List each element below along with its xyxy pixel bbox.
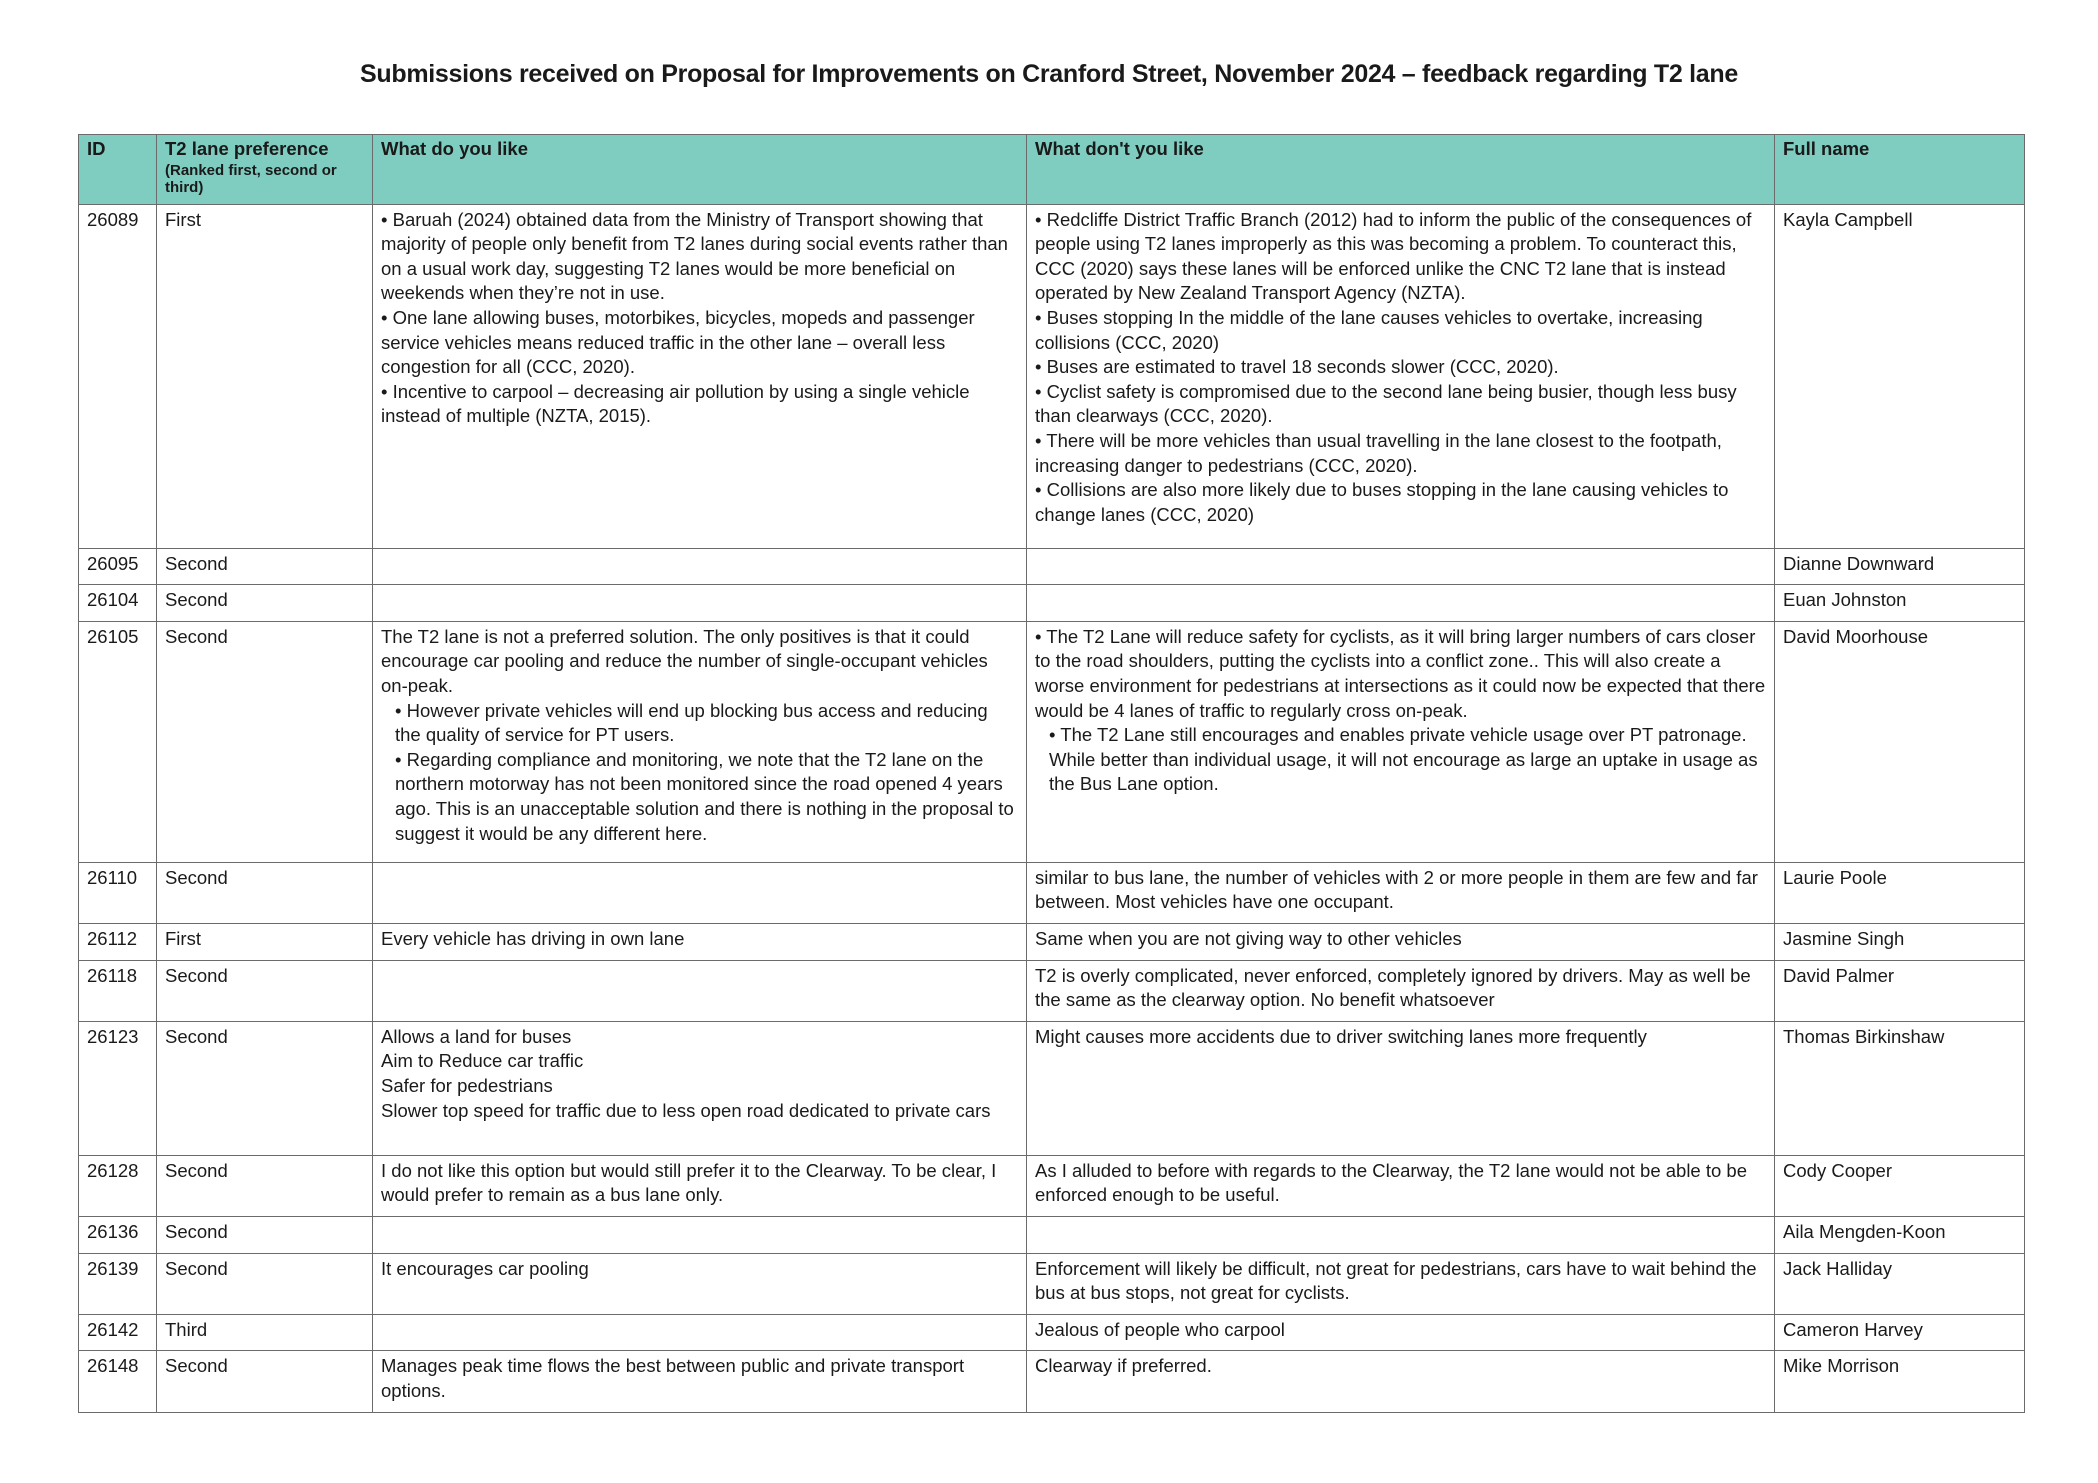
table-row: [79, 1216, 2025, 1253]
cell-like-line: • One lane allowing buses, motorbikes, bicycles, mopeds and passenger service vehicles means reduced traffic in the other lane – overall less congestion for all (CCC, 2020).: [381, 306, 975, 378]
cell-preference: Second: [157, 1216, 373, 1253]
cell-like-line: Slower top speed for traffic due to less open road dedicated to private cars: [381, 1099, 991, 1121]
cell-dislike-line: • Cyclist safety is compromised due to the second lane being busier, though less busy than clearways (CCC, 2020).: [1035, 380, 1737, 427]
table-body: [79, 204, 2025, 1412]
cell-dislike-line: Jealous of people who carpool: [1035, 1318, 1285, 1340]
cell-preference: First: [157, 204, 373, 548]
table-row: [79, 1351, 2025, 1412]
cell-dislike-line: • Buses stopping In the middle of the lane causes vehicles to overtake, increasing collisions (CCC, 2020): [1035, 306, 1703, 353]
cell-id: 26139: [79, 1253, 157, 1314]
cell-like-line: The T2 lane is not a preferred solution. The only positives is that it could encourage car pooling and reduce the number of single-occupant vehicles on-peak.: [381, 625, 988, 696]
cell-name: Jasmine Singh: [1775, 923, 2025, 960]
cell-like-line: Allows a land for buses: [381, 1025, 572, 1047]
cell-id: 26128: [79, 1155, 157, 1216]
cell-name: Dianne Downward: [1775, 548, 2025, 585]
cell-dislike: [1027, 1314, 1775, 1351]
cell-like-line: • However private vehicles will end up blocking bus access and reducing the quality of service for PT users.: [395, 699, 988, 746]
cell-like: [373, 1021, 1027, 1155]
cell-dislike: [1027, 960, 1775, 1021]
cell-name: David Palmer: [1775, 960, 2025, 1021]
cell-name: Mike Morrison: [1775, 1351, 2025, 1412]
cell-id: 26110: [79, 862, 157, 923]
table-row: [79, 1021, 2025, 1155]
cell-like-line: Aim to Reduce car traffic: [381, 1050, 584, 1072]
table-row: [79, 204, 2025, 548]
cell-name: Kayla Campbell: [1775, 204, 2025, 548]
cell-like: [373, 548, 1027, 585]
cell-dislike: [1027, 1351, 1775, 1412]
header-row: [79, 135, 2025, 205]
cell-dislike-line: • Redcliffe District Traffic Branch (2012) had to inform the public of the consequences of people using T2 lanes improperly as this was becoming a problem. To counteract this, CCC (2020) says these lanes will be enforced unlike the CNC T2 lane that is instead operated by New Zealand Transport Agency (NZTA).: [1035, 208, 1752, 304]
cell-preference: Second: [157, 585, 373, 622]
cell-id: 26095: [79, 548, 157, 585]
cell-dislike: [1027, 862, 1775, 923]
submissions-table: [78, 134, 2025, 1413]
cell-name: Jack Halliday: [1775, 1253, 2025, 1314]
cell-id: 26089: [79, 204, 157, 548]
cell-preference: Second: [157, 1253, 373, 1314]
table-row: [79, 862, 2025, 923]
table-row: [79, 548, 2025, 585]
cell-dislike-line: • The T2 Lane still encourages and enables private vehicle usage over PT patronage. While better than individual usage, it will not encourage as large an uptake in usage as the Bus Lane option.: [1049, 724, 1758, 795]
header-preference-label: T2 lane preference: [165, 138, 329, 159]
cell-preference: Second: [157, 862, 373, 923]
cell-id: 26118: [79, 960, 157, 1021]
cell-dislike-line: Same when you are not giving way to other vehicles: [1035, 927, 1462, 949]
cell-name: Euan Johnston: [1775, 585, 2025, 622]
cell-dislike-line: • Collisions are also more likely due to buses stopping in the lane causing vehicles to change lanes (CCC, 2020): [1035, 479, 1729, 525]
cell-name: Thomas Birkinshaw: [1775, 1021, 2025, 1155]
header-name: Full name: [1775, 135, 2025, 205]
cell-like: [373, 1155, 1027, 1216]
cell-like-line: I do not like this option but would still prefer it to the Clearway. To be clear, I would prefer to remain as a bus lane only.: [381, 1159, 997, 1206]
cell-like-line: • Baruah (2024) obtained data from the Ministry of Transport showing that majority of people only benefit from T2 lanes during social events rather than on a usual work day, suggesting T2 lanes would be more beneficial on weekends when they’re not in use.: [381, 208, 1008, 304]
table-row: [79, 585, 2025, 622]
header-like: What do you like: [373, 135, 1027, 205]
cell-name: Aila Mengden-Koon: [1775, 1216, 2025, 1253]
cell-preference: Third: [157, 1314, 373, 1351]
cell-name: David Moorhouse: [1775, 621, 2025, 862]
cell-dislike-line: • The T2 Lane will reduce safety for cyclists, as it will bring larger numbers of cars closer to the road shoulders, putting the cyclists into a conflict zone.. This will also create a worse environment for pedestrians at intersections as it could now be expected that there would be 4 lanes of traffic to regularly cross on-peak.: [1035, 625, 1766, 721]
cell-dislike: [1027, 1216, 1775, 1253]
cell-dislike: [1027, 548, 1775, 585]
cell-like: [373, 1314, 1027, 1351]
cell-like-line: It encourages car pooling: [381, 1257, 589, 1279]
cell-id: 26136: [79, 1216, 157, 1253]
cell-dislike-line: As I alluded to before with regards to the Clearway, the T2 lane would not be able to be enforced enough to be useful.: [1035, 1159, 1748, 1206]
cell-dislike: [1027, 585, 1775, 622]
cell-preference: Second: [157, 1351, 373, 1412]
cell-preference: Second: [157, 1155, 373, 1216]
header-dislike: What don't you like: [1027, 135, 1775, 205]
table-row: [79, 1155, 2025, 1216]
table-row: [79, 1314, 2025, 1351]
cell-like-line: Manages peak time flows the best between public and private transport options.: [381, 1355, 965, 1401]
cell-dislike: [1027, 1253, 1775, 1314]
cell-dislike-line: • There will be more vehicles than usual travelling in the lane closest to the footpath, increasing danger to pedestrians (CCC, 2020).: [1035, 429, 1722, 476]
header-preference-sub: (Ranked first, second or third): [165, 161, 337, 196]
cell-preference: Second: [157, 621, 373, 862]
document-title: Submissions received on Proposal for Improvements on Cranford Street, November 2024 – feedback regarding T2 lane: [360, 60, 1738, 88]
cell-dislike: [1027, 1021, 1775, 1155]
cell-dislike-line: Clearway if preferred.: [1035, 1355, 1212, 1377]
cell-dislike-line: • Buses are estimated to travel 18 seconds slower (CCC, 2020).: [1035, 356, 1559, 378]
cell-dislike: [1027, 204, 1775, 548]
cell-like: [373, 923, 1027, 960]
table-row: [79, 923, 2025, 960]
cell-dislike-line: T2 is overly complicated, never enforced, completely ignored by drivers. May as well be the same as the clearway option. No benefit whatsoever: [1035, 964, 1751, 1011]
cell-id: 26142: [79, 1314, 157, 1351]
cell-name: Laurie Poole: [1775, 862, 2025, 923]
cell-like: [373, 1253, 1027, 1314]
cell-preference: Second: [157, 548, 373, 585]
cell-id: 26105: [79, 621, 157, 862]
cell-name: Cameron Harvey: [1775, 1314, 2025, 1351]
cell-like-line: Safer for pedestrians: [381, 1074, 553, 1096]
table-row: [79, 960, 2025, 1021]
cell-id: 26112: [79, 923, 157, 960]
cell-dislike: [1027, 1155, 1775, 1216]
cell-preference: Second: [157, 1021, 373, 1155]
cell-name: Cody Cooper: [1775, 1155, 2025, 1216]
cell-like: [373, 204, 1027, 548]
cell-like: [373, 960, 1027, 1021]
cell-preference: Second: [157, 960, 373, 1021]
cell-id: 26104: [79, 585, 157, 622]
cell-like: [373, 585, 1027, 622]
cell-like: [373, 1216, 1027, 1253]
table-header: [79, 135, 2025, 205]
table-row: [79, 621, 2025, 862]
cell-dislike: [1027, 621, 1775, 862]
cell-preference: First: [157, 923, 373, 960]
cell-dislike-line: Enforcement will likely be difficult, not great for pedestrians, cars have to wait behind the bus at bus stops, not great for cyclists.: [1035, 1257, 1757, 1304]
cell-dislike-line: Might causes more accidents due to driver switching lanes more frequently: [1035, 1025, 1647, 1047]
cell-like-line: Every vehicle has driving in own lane: [381, 927, 685, 949]
cell-like: [373, 862, 1027, 923]
cell-dislike: [1027, 923, 1775, 960]
cell-like-line: • Incentive to carpool – decreasing air pollution by using a single vehicle instead of multiple (NZTA, 2015).: [381, 380, 970, 427]
cell-like-line: • Regarding compliance and monitoring, we note that the T2 lane on the northern motorway has not been monitored since the road opened 4 years ago. This is an unacceptable solution and there is nothing in the proposal to suggest it would be any different here.: [395, 748, 1014, 844]
table-row: [79, 1253, 2025, 1314]
header-id: ID: [79, 135, 157, 205]
cell-like: [373, 621, 1027, 862]
cell-like: [373, 1351, 1027, 1412]
header-preference: [157, 135, 373, 205]
cell-id: 26123: [79, 1021, 157, 1155]
cell-id: 26148: [79, 1351, 157, 1412]
cell-dislike-line: similar to bus lane, the number of vehicles with 2 or more people in them are few and far between. Most vehicles have one occupant.: [1035, 866, 1758, 913]
